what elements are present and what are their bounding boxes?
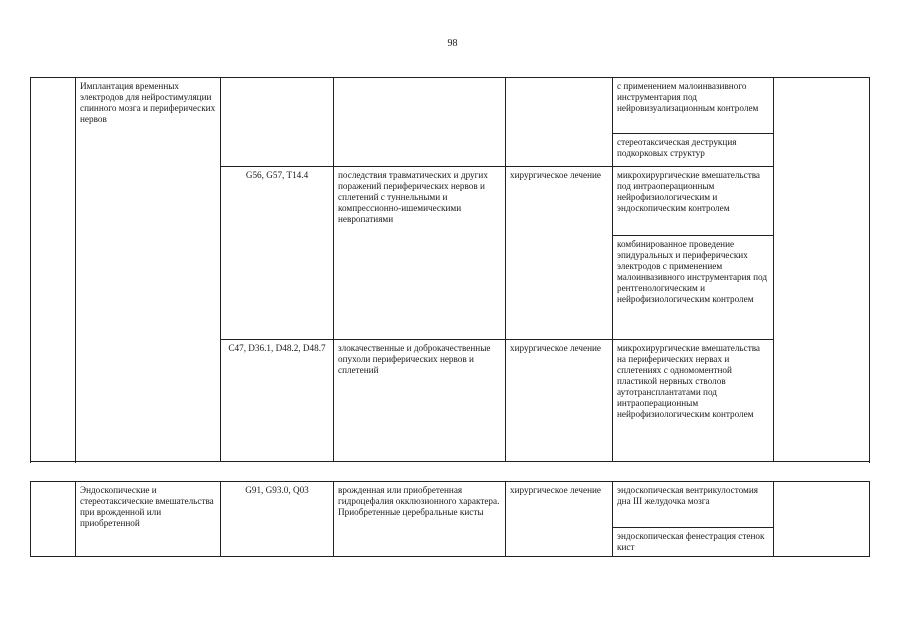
model-cell: врожденная или приобретенная гидроцефалия окклюзионного характера. Приобретенные церебральные кисты xyxy=(334,482,506,557)
codes-cell: G56, G57, T14.4 xyxy=(221,167,334,340)
method-cell: микрохирургические вмешательства на периферических нервах и сплетениях с одномоментной пластикой нервных стволов аутотрансплантатами под интраоперационным нейрофизиологическим контролем xyxy=(613,340,774,462)
codes-cell xyxy=(221,78,334,167)
model-cell: последствия травматических и других поражений периферических нервов и сплетений с туннельными и компрессионно-ишемическими невропатиями xyxy=(334,167,506,340)
treatment-cell: хирургическое лечение xyxy=(506,167,613,340)
model-cell xyxy=(334,78,506,167)
treatment-cell: хирургическое лечение xyxy=(506,340,613,462)
cost-cell xyxy=(774,78,870,462)
page-number: 98 xyxy=(447,38,458,49)
method-cell: эндоскопическая вентрикулостомия дна III желудочка мозга xyxy=(613,482,774,528)
table-row xyxy=(31,78,870,134)
treatment-table-continued xyxy=(30,481,870,557)
treatment-table xyxy=(30,77,870,462)
model-cell: злокачественные и доброкачественные опухоли периферических нервов и сплетений xyxy=(334,340,506,462)
treatment-cell: хирургическое лечение xyxy=(506,482,613,557)
treatment-cell xyxy=(506,78,613,167)
intervention-group-cell: Эндоскопические и стереотаксические вмешательства при врожденной или приобретенной xyxy=(76,482,221,557)
method-cell: стереотаксическая деструкция подкорковых структур xyxy=(613,134,774,167)
cost-cell xyxy=(774,482,870,557)
table-row xyxy=(31,482,870,528)
row-number-cell xyxy=(31,78,76,462)
row-number-cell xyxy=(31,482,76,557)
intervention-group-cell: Имплантация временных электродов для нейростимуляции спинного мозга и периферических нервов xyxy=(76,78,221,462)
method-cell: эндоскопическая фенестрация стенок кист xyxy=(613,528,774,557)
method-cell: с применением малоинвазивного инструментария под нейровизуализационным контролем xyxy=(613,78,774,134)
codes-cell: C47, D36.1, D48.2, D48.7 xyxy=(221,340,334,462)
method-cell: комбинированное проведение эпидуральных и периферических электродов с применением малоинвазивного инструментария под рентгенологическим и нейрофизиологическим контролем xyxy=(613,236,774,340)
method-cell: микрохирургические вмешательства под интраоперационным нейрофизиологическим и эндоскопическим контролем xyxy=(613,167,774,236)
codes-cell: G91, G93.0, Q03 xyxy=(221,482,334,557)
